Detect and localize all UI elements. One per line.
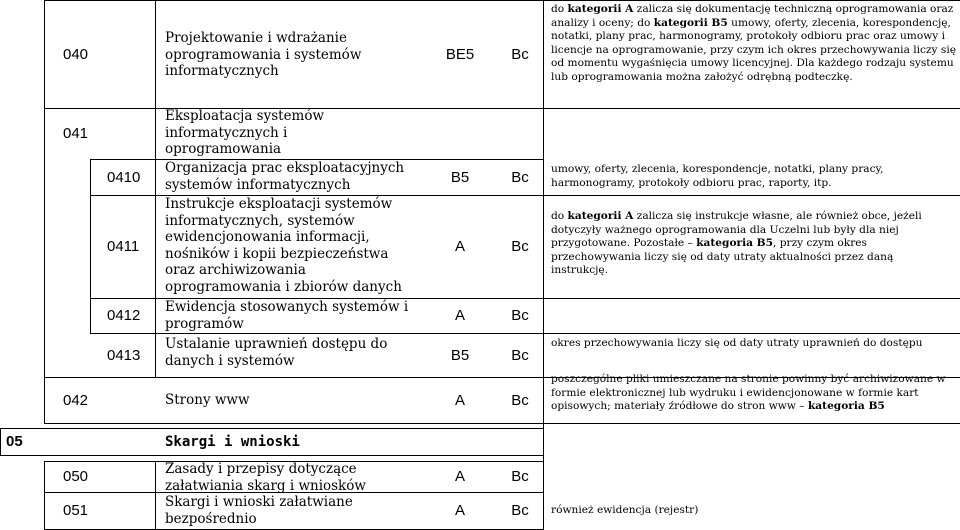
row-0413-code: 0413 [107, 346, 141, 364]
row-042-code: 042 [63, 391, 89, 409]
row-0410-cell: Bc [511, 168, 529, 186]
row-0411-code: 0411 [107, 238, 140, 255]
note-0411-category-b5: kategoria B5 [696, 237, 773, 250]
row-050-title: Zasady i przepisy dotyczące załatwiania skarg i wniosków [165, 461, 366, 494]
row-040-title: Projektowanie i wdrażanie oprogramowania i systemów informatycznych [165, 30, 362, 79]
row-0413-title: Ustalanie uprawnień dostępu do danych i systemów [165, 336, 388, 369]
row-0413-cell: Bc [511, 346, 529, 364]
row-0410-category: B5 [450, 168, 470, 186]
note-040 [551, 3, 956, 85]
note-0413: okres przechowywania liczy się od daty utraty uprawnień do dostępu [551, 337, 923, 349]
note-040-category-b5: kategorii B5 [653, 16, 728, 29]
row-0412-cell: Bc [511, 307, 529, 324]
section-05-code: 05 [6, 433, 23, 450]
row-0411-title: Instrukcje eksploatacji systemów informatycznych, systemów ewidencjonowania informacji, nośników i kopii bezpieczeństwa oraz archiwizowania oprogramowania i zbiorów danych [165, 196, 402, 295]
row-0410-code: 0410 [107, 168, 141, 186]
note-0410: umowy, oferty, zlecenia, korespondencje, notatki, plany pracy, harmonogramy, protokoły odbioru prac, raporty, itp. [551, 163, 884, 189]
note-040-text-2: zalicza się dokumentację techniczną oprogramowania oraz analizy i oceny; do [551, 3, 954, 29]
row-051-title: Skargi i wnioski załatwiane bezpośrednio [165, 494, 353, 527]
note-040-text-3: umowy, oferty, zlecenia, korespondencję, notatki, plany prac, harmonogramy, protokoły odbioru prac oraz umowy i licencje na oprogramowanie, przy czym ich okres przechowywania liczy się od momentu wygaśnięcia umowy licencyjnej. Dla każdego rodzaju systemu lub oprogramowania można założyć odrębną podteczkę. [551, 16, 956, 83]
row-051-category: A [454, 502, 465, 519]
note-0411 [551, 210, 951, 278]
row-042-cell: Bc [511, 391, 529, 409]
note-0411-text-1: do [551, 210, 568, 222]
row-0412-code: 0412 [107, 307, 141, 324]
note-051: również ewidencja (rejestr) [551, 504, 699, 516]
row-051-code: 051 [63, 502, 89, 519]
row-050-cell: Bc [511, 468, 529, 485]
row-040-code: 040 [63, 45, 89, 63]
row-0412-title: Ewidencja stosowanych systemów i programów [165, 299, 409, 332]
note-042-text: poszczególne pliki umieszczane na stronie powinny być archiwizowane w formie elektronicznej lub wydruku i ewidencjonowane w formie kart opisowych; materiały źródłowe do stron www – [551, 373, 946, 413]
row-0413-category: B5 [450, 346, 470, 364]
note-0411-text-3: , przy czym okres przechowywania liczy się od daty utraty aktualności przez daną instrukcję. [551, 237, 894, 277]
row-050-category: A [454, 468, 465, 485]
row-040-cell: Bc [511, 45, 529, 63]
row-050-code: 050 [63, 468, 89, 485]
note-040-text-1: do [551, 3, 568, 15]
row-051-cell: Bc [511, 502, 529, 519]
section-05-title: Skargi i wnioski [165, 433, 300, 450]
row-0411-cell: Bc [511, 238, 529, 255]
row-0410-title: Organizacja prac eksploatacyjnych systemów informatycznych [165, 160, 405, 193]
note-042 [551, 373, 951, 414]
note-042-category-b5: kategoria B5 [807, 400, 885, 413]
row-040-category: BE5 [445, 45, 475, 63]
note-040-category-a: kategorii A [567, 3, 634, 15]
row-041-code: 041 [63, 125, 89, 142]
row-0411-category: A [454, 238, 465, 255]
row-0412-category: A [454, 307, 465, 324]
note-0411-text-2: zalicza się instrukcje własne, ale również obce, jeżeli dotyczyły ważnego oprogramowania dla Uczelni lub były dla niej przygotowane. Pozostałe – [551, 210, 922, 250]
row-041-title: Eksploatacja systemów informatycznych i oprogramowania [165, 108, 325, 157]
row-042-category: A [454, 391, 465, 409]
row-042-title: Strony www [165, 391, 250, 408]
note-0411-category-a: kategorii A [567, 210, 634, 222]
